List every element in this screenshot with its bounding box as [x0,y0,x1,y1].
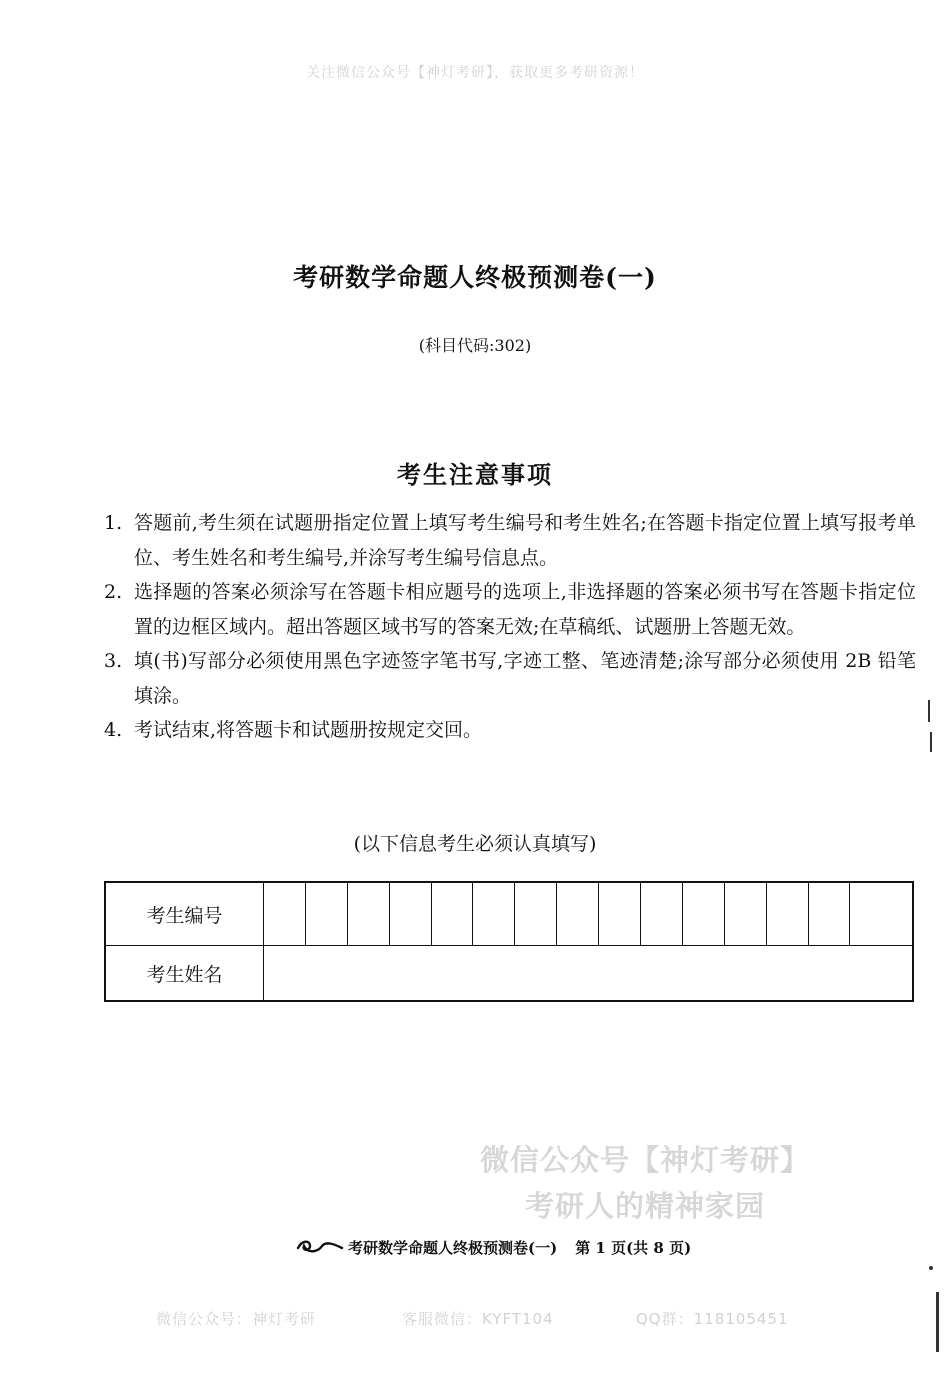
candidate-name-label: 考生姓名 [105,946,264,1002]
candidate-number-box[interactable] [850,882,913,946]
candidate-number-box[interactable] [431,882,473,946]
watermark-bottom-qq: QQ群：118105451 [636,1310,789,1328]
scan-edge-mark [928,700,930,722]
candidate-number-box[interactable] [599,882,641,946]
candidate-number-box[interactable] [473,882,515,946]
candidate-name-row [105,946,913,1002]
candidate-number-box[interactable] [808,882,850,946]
notice-text: 考试结束,将答题卡和试题册按规定交回。 [134,719,483,741]
candidate-number-box[interactable] [641,882,683,946]
fill-instruction: (以下信息考生必须认真填写) [353,833,597,855]
watermark-mid-line1: 微信公众号【神灯考研】 [479,1143,810,1177]
candidate-number-box[interactable] [724,882,766,946]
subject-code: (科目代码:302) [418,336,532,355]
watermark-top: 关注微信公众号【神灯考研】，获取更多考研资源！ [306,65,644,81]
watermark-bottom-wechat: 微信公众号：神灯考研 [156,1310,317,1328]
footer-title: 考研数学命题人终极预测卷(一) [348,1239,558,1257]
candidate-number-box[interactable] [264,882,306,946]
candidate-info-table [104,881,914,1002]
footer-ornament-icon [296,1236,344,1256]
page-footer [296,1236,736,1258]
notice-text: 填(书)写部分必须使用黑色字迹签字笔书写,字迹工整、笔迹清楚;涂写部分必须使用 2B 铅笔填涂。 [134,650,916,707]
notice-number: 3. [104,650,123,672]
candidate-number-box[interactable] [766,882,808,946]
scan-edge-mark [936,1292,939,1352]
candidate-number-box[interactable] [347,882,389,946]
candidate-number-box[interactable] [305,882,347,946]
notice-list [104,506,916,748]
watermark-mid-line2: 考研人的精神家园 [524,1189,765,1223]
candidate-number-label: 考生编号 [105,882,264,946]
scan-edge-mark [930,732,932,752]
notice-text: 选择题的答案必须涂写在答题卡相应题号的选项上,非选择题的答案必须书写在答题卡指定位置的边框区域内。超出答题区域书写的答案无效;在草稿纸、试题册上答题无效。 [134,581,916,638]
scan-edge-dot [929,1266,933,1270]
notice-item [104,644,916,713]
candidate-number-box[interactable] [389,882,431,946]
notice-heading: 考生注意事项 [397,460,553,489]
watermark-bottom-service: 客服微信：KYFT104 [402,1310,554,1328]
notice-number: 1. [104,512,123,534]
candidate-number-box[interactable] [682,882,724,946]
candidate-number-box[interactable] [557,882,599,946]
notice-item [104,713,916,748]
notice-number: 4. [104,719,123,741]
page-title: 考研数学命题人终极预测卷(一) [293,263,657,292]
candidate-number-box[interactable] [515,882,557,946]
candidate-number-row [105,882,913,946]
notice-item [104,575,916,644]
candidate-name-field[interactable] [264,946,914,1002]
notice-number: 2. [104,581,123,603]
notice-item [104,506,916,575]
notice-text: 答题前,考生须在试题册指定位置上填写考生编号和考生姓名;在答题卡指定位置上填写报考单位、考生姓名和考生编号,并涂写考生编号信息点。 [134,512,916,569]
footer-page-number: 第 1 页(共 8 页) [575,1239,692,1257]
